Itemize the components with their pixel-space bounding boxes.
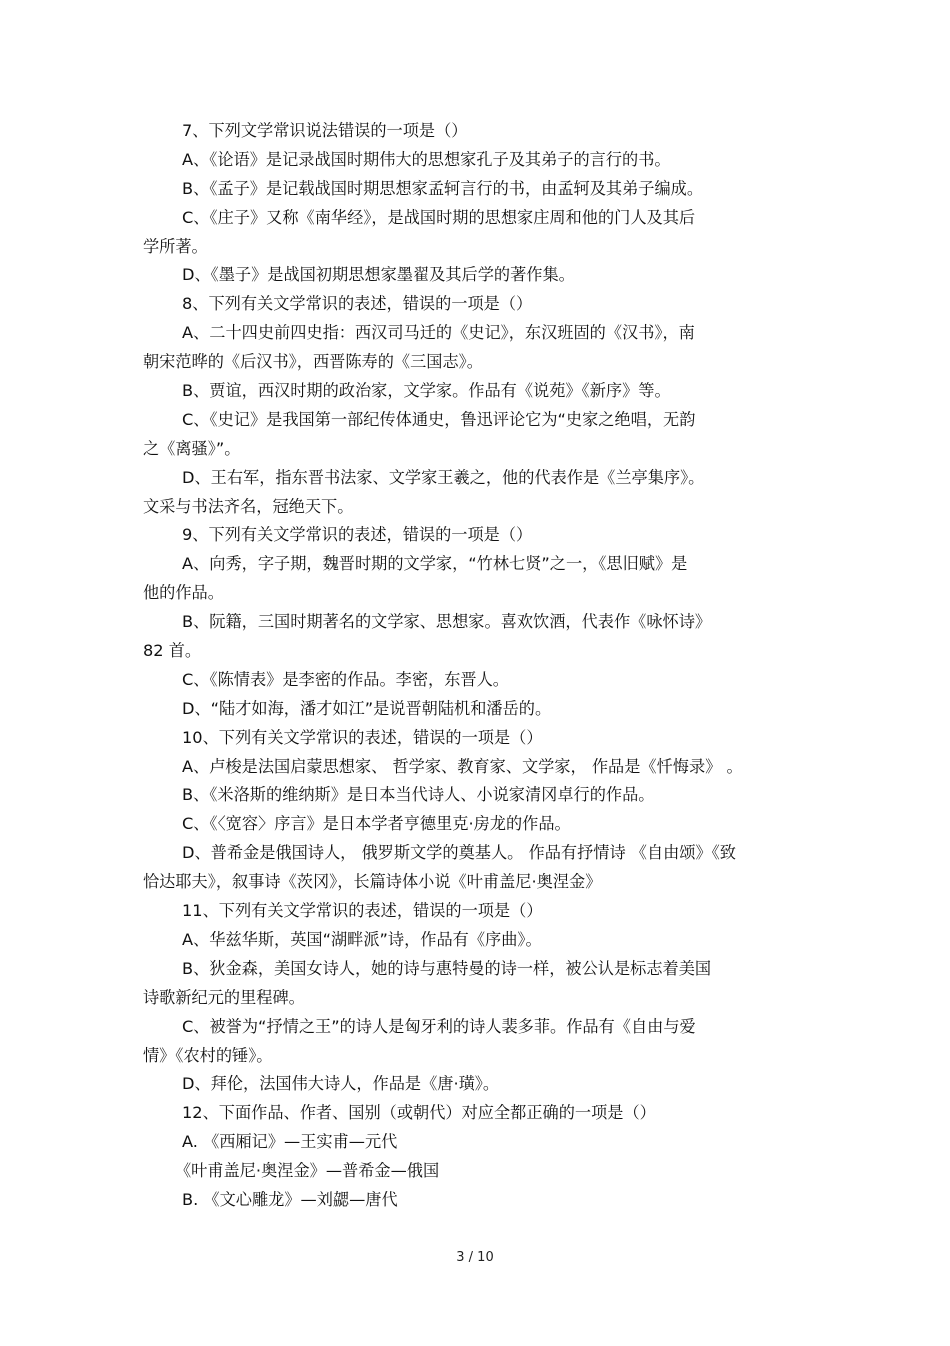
text-line: B、贾谊，西汉时期的政治家，文学家。作品有《说苑》《新序》等。 xyxy=(182,381,671,401)
page-number: 3 / 10 xyxy=(456,1250,494,1265)
text-line: B、阮籍，三国时期著名的文学家、思想家。喜欢饮酒，代表作《咏怀诗》 xyxy=(182,612,712,632)
text-line: D、拜伦，法国伟大诗人，作品是《唐·璜》。 xyxy=(182,1074,500,1094)
text-line: D、“陆才如海，潘才如江”是说晋朝陆机和潘岳的。 xyxy=(182,698,552,718)
text-line: 10、下列有关文学常识的表述，错误的一项是（） xyxy=(182,727,543,747)
text-line: 7、下列文学常识说法错误的一项是（） xyxy=(182,121,468,140)
text-line: B、狄金森，美国女诗人，她的诗与惠特曼的诗一样，被公认是标志着美国 xyxy=(182,958,712,978)
text-line: C、被誉为“抒情之王”的诗人是匈牙利的诗人裴多菲。作品有《自由与爱 xyxy=(182,1016,696,1036)
text-line: 82 首。 xyxy=(143,641,202,661)
text-line: 之《离骚》”。 xyxy=(143,438,241,458)
text-line: B、《米洛斯的维纳斯》是日本当代诗人、小说家清冈卓行的作品。 xyxy=(182,785,655,805)
text-line: B、《孟子》是记载战国时期思想家孟轲言行的书，由孟轲及其弟子编成。 xyxy=(182,178,704,198)
text-line: 《叶甫盖尼·奥涅金》—普希金—俄国 xyxy=(175,1161,440,1181)
text-line: C、《庄子》又称《南华经》，是战国时期的思想家庄周和他的门人及其后 xyxy=(182,207,696,227)
text-line: C、《陈情表》是李密的作品。李密，东晋人。 xyxy=(182,669,509,689)
text-line: 8、下列有关文学常识的表述，错误的一项是（） xyxy=(182,294,533,314)
text-line: A、华兹华斯，英国“湖畔派”诗，作品有《序曲》。 xyxy=(182,929,542,949)
text-line: 12、下面作品、作者、国别（或朝代）对应全都正确的一项是（） xyxy=(182,1103,656,1123)
text-line: 他的作品。 xyxy=(143,583,224,603)
text-line: A. 《西厢记》—王实甫—元代 xyxy=(182,1132,398,1152)
text-line: 学所著。 xyxy=(143,236,208,256)
text-line: 11、下列有关文学常识的表述，错误的一项是（） xyxy=(182,901,543,921)
text-line: D、王右军，指东晋书法家、文学家王羲之，他的代表作是《兰亭集序》。 xyxy=(182,467,705,487)
text-line: C、《史记》是我国第一部纪传体通史，鲁迅评论它为“史家之绝唱，无韵 xyxy=(182,409,696,429)
text-line: D、普希金是俄国诗人， 俄罗斯文学的奠基人。 作品有抒情诗 《自由颂》《致 xyxy=(182,843,736,863)
text-line: A、《论语》是记录战国时期伟大的思想家孔子及其弟子的言行的书。 xyxy=(182,149,671,169)
text-line: B. 《文心雕龙》—刘勰—唐代 xyxy=(182,1189,398,1209)
text-line: A、二十四史前四史指：西汉司马迁的《史记》，东汉班固的《汉书》，南 xyxy=(182,323,695,343)
text-line: 诗歌新纪元的里程碑。 xyxy=(143,987,305,1007)
text-line: 朝宋范晔的《后汉书》，西晋陈寿的《三国志》。 xyxy=(143,352,483,372)
text-line: 9、下列有关文学常识的表述，错误的一项是（） xyxy=(182,525,533,545)
text-line: 情》《农村的锤》。 xyxy=(143,1045,273,1065)
text-line: C、《〈宽容〉序言》是日本学者亨德里克·房龙的作品。 xyxy=(182,814,571,834)
text-line: A、卢梭是法国启蒙思想家、 哲学家、教育家、文学家， 作品是《忏悔录》 。 xyxy=(182,756,743,776)
text-line: D、《墨子》是战国初期思想家墨翟及其后学的著作集。 xyxy=(182,265,575,285)
text-line: 恰达耶夫》，叙事诗《茨冈》，长篇诗体小说《叶甫盖尼·奥涅金》 xyxy=(143,872,602,892)
text-line: 文采与书法齐名，冠绝天下。 xyxy=(143,496,354,516)
document-body xyxy=(143,117,807,1215)
text-line: A、向秀，字子期，魏晋时期的文学家，“竹林七贤”之一，《思旧赋》是 xyxy=(182,554,688,574)
